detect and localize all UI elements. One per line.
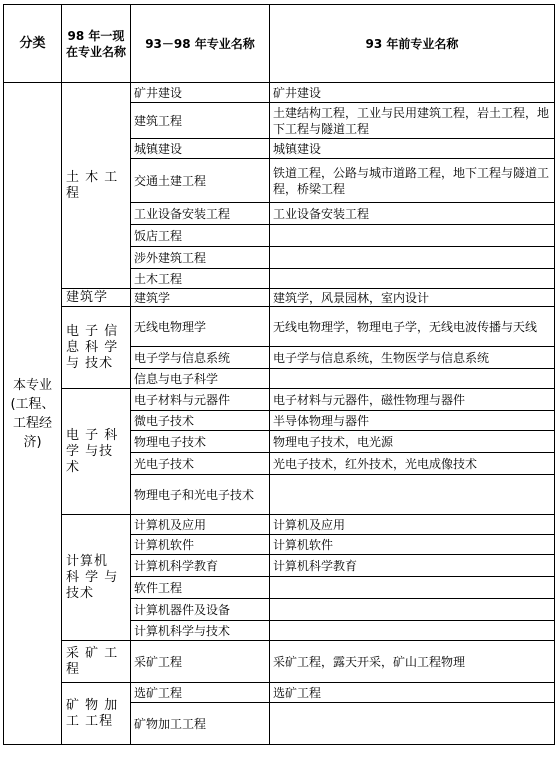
major-pre93-cell: 计算机软件 — [270, 535, 555, 555]
major-pre93-cell: 选矿工程 — [270, 683, 555, 703]
major-pre93-cell: 铁道工程，公路与城市道路工程，地下工程与隧道工程，桥梁工程 — [270, 159, 555, 203]
major-93-98-cell: 涉外建筑工程 — [131, 247, 270, 269]
table-row — [4, 83, 555, 103]
table-row — [4, 307, 555, 347]
major-93-98-cell: 计算机软件 — [131, 535, 270, 555]
major-93-98-cell: 无线电物理学 — [131, 307, 270, 347]
major-93-98-cell: 计算机及应用 — [131, 515, 270, 535]
current-major-cell: 计算机 科 学 与 技术 — [62, 515, 131, 641]
major-93-98-cell: 土木工程 — [131, 269, 270, 289]
major-93-98-cell: 计算机科学教育 — [131, 555, 270, 577]
major-93-98-cell: 光电子技术 — [131, 453, 270, 475]
major-93-98-cell: 建筑学 — [131, 289, 270, 307]
current-major-cell: 采 矿 工 程 — [62, 641, 131, 683]
category-cell: 本专业(工程、工程经济) — [4, 83, 62, 745]
major-pre93-cell: 矿井建设 — [270, 83, 555, 103]
table-body — [4, 83, 555, 745]
major-93-98-cell: 物理电子和光电子技术 — [131, 475, 270, 515]
major-pre93-cell — [270, 475, 555, 515]
major-93-98-cell: 建筑工程 — [131, 103, 270, 139]
major-pre93-cell — [270, 703, 555, 745]
header-pre93-major: 93 年前专业名称 — [270, 5, 555, 83]
table-row — [4, 641, 555, 683]
major-93-98-cell: 信息与电子科学 — [131, 369, 270, 389]
table-row — [4, 683, 555, 703]
major-pre93-cell: 城镇建设 — [270, 139, 555, 159]
major-pre93-cell — [270, 247, 555, 269]
major-93-98-cell: 矿井建设 — [131, 83, 270, 103]
major-93-98-cell: 采矿工程 — [131, 641, 270, 683]
major-pre93-cell: 电子材料与元器件，磁性物理与器件 — [270, 389, 555, 411]
major-93-98-cell: 电子材料与元器件 — [131, 389, 270, 411]
major-pre93-cell: 计算机及应用 — [270, 515, 555, 535]
major-pre93-cell: 计算机科学教育 — [270, 555, 555, 577]
major-pre93-cell: 光电子技术，红外技术，光电成像技术 — [270, 453, 555, 475]
major-pre93-cell — [270, 621, 555, 641]
major-pre93-cell — [270, 269, 555, 289]
major-93-98-cell: 矿物加工工程 — [131, 703, 270, 745]
major-pre93-cell: 电子学与信息系统，生物医学与信息系统 — [270, 347, 555, 369]
major-pre93-cell: 土建结构工程，工业与民用建筑工程，岩土工程，地下工程与隧道工程 — [270, 103, 555, 139]
major-pre93-cell: 采矿工程，露天开采，矿山工程物理 — [270, 641, 555, 683]
major-93-98-cell: 工业设备安装工程 — [131, 203, 270, 225]
major-93-98-cell: 电子学与信息系统 — [131, 347, 270, 369]
major-93-98-cell: 计算机器件及设备 — [131, 599, 270, 621]
major-93-98-cell: 交通土建工程 — [131, 159, 270, 203]
current-major-cell: 土 木 工 程 — [62, 83, 131, 289]
major-93-98-cell: 微电子技术 — [131, 411, 270, 431]
header-category: 分类 — [4, 5, 62, 83]
major-table — [3, 4, 555, 745]
table-row — [4, 515, 555, 535]
major-93-98-cell: 物理电子技术 — [131, 431, 270, 453]
current-major-cell: 建筑学 — [62, 289, 131, 307]
major-pre93-cell — [270, 369, 555, 389]
major-pre93-cell: 物理电子技术，电光源 — [270, 431, 555, 453]
major-pre93-cell — [270, 577, 555, 599]
major-93-98-cell: 计算机科学与技术 — [131, 621, 270, 641]
major-pre93-cell — [270, 225, 555, 247]
current-major-cell: 矿 物 加 工 工程 — [62, 683, 131, 745]
major-pre93-cell: 工业设备安装工程 — [270, 203, 555, 225]
major-pre93-cell: 建筑学，风景园林，室内设计 — [270, 289, 555, 307]
major-93-98-cell: 城镇建设 — [131, 139, 270, 159]
major-pre93-cell: 半导体物理与器件 — [270, 411, 555, 431]
table-row — [4, 289, 555, 307]
major-pre93-cell: 无线电物理学，物理电子学，无线电波传播与天线 — [270, 307, 555, 347]
header-row — [4, 5, 555, 83]
major-pre93-cell — [270, 599, 555, 621]
table-row — [4, 389, 555, 411]
header-current-major: 98 年一现在专业名称 — [62, 5, 131, 83]
header-93-98-major: 93－98 年专业名称 — [131, 5, 270, 83]
major-93-98-cell: 软件工程 — [131, 577, 270, 599]
major-93-98-cell: 选矿工程 — [131, 683, 270, 703]
current-major-cell: 电 子 科 学 与技术 — [62, 389, 131, 515]
major-93-98-cell: 饭店工程 — [131, 225, 270, 247]
current-major-cell: 电 子 信 息 科 学 与 技术 — [62, 307, 131, 389]
